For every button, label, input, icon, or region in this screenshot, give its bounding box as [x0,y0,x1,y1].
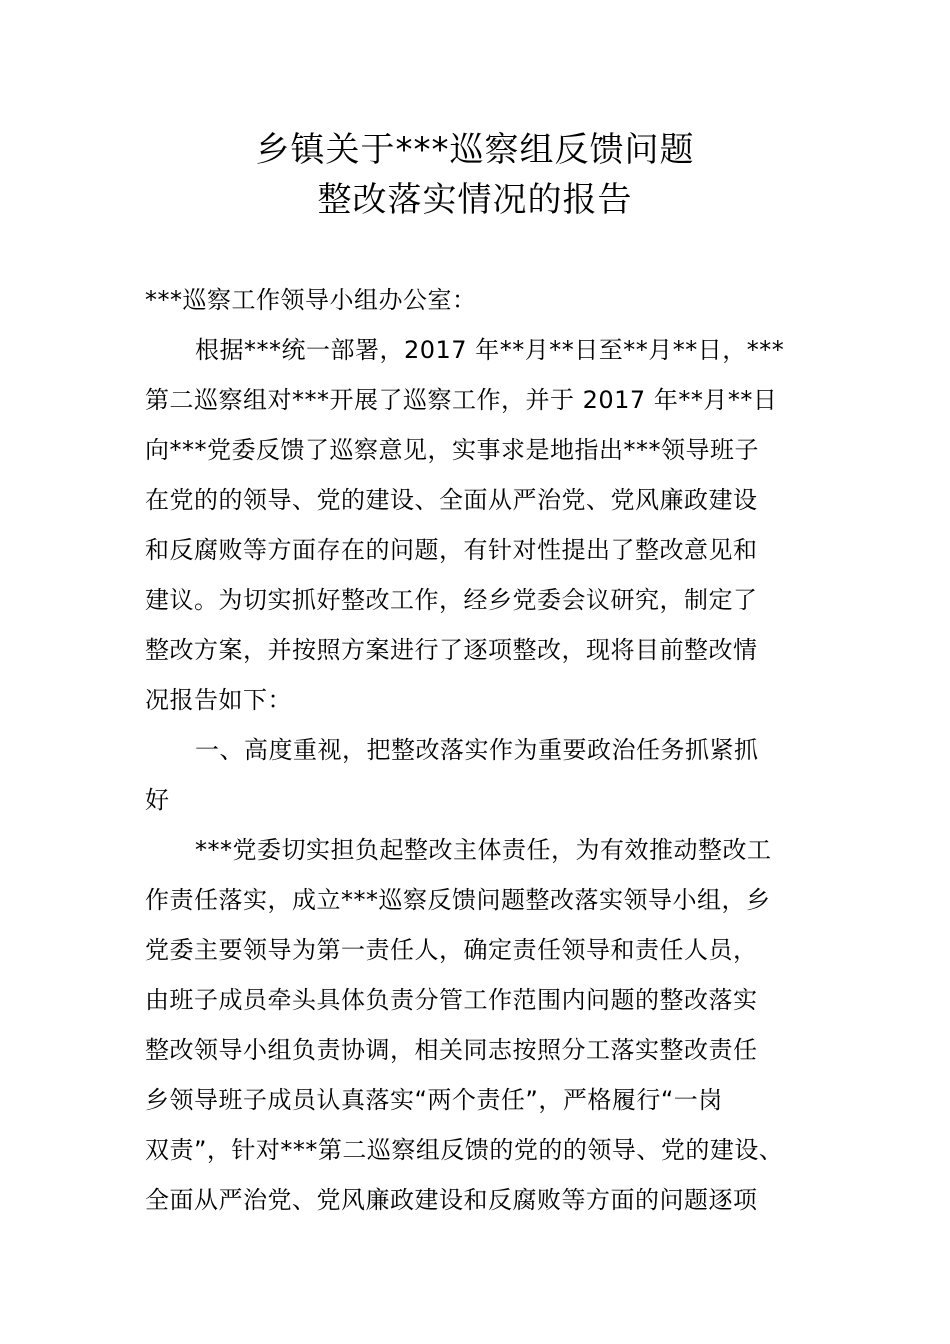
section-1-heading-line: 好 [145,786,170,814]
paragraph-2-line: 由班子成员牵头具体负责分管工作范围内问题的整改落实 [145,986,758,1014]
paragraph-1-line: 建议。为切实抓好整改工作，经乡党委会议研究，制定了 [145,586,758,614]
paragraph-2-line: ***党委切实担负起整改主体责任，为有效推动整改工 [195,836,772,864]
paragraph-1-line: 第二巡察组对***开展了巡察工作，并于 2017 年**月**日 [145,386,778,414]
paragraph-2-line: 作责任落实，成立***巡察反馈问题整改落实领导小组，乡 [145,886,771,914]
document-title-line-1: 乡镇关于***巡察组反馈问题 [255,130,695,170]
paragraph-1-line: 在党的的领导、党的建设、全面从严治党、党风廉政建设 [145,486,758,514]
paragraph-2-line: 双责”，针对***第二巡察组反馈的党的的领导、党的建设、 [145,1136,784,1164]
paragraph-1-line: 况报告如下： [145,686,292,714]
paragraph-1-line: 和反腐败等方面存在的问题，有针对性提出了整改意见和 [145,536,758,564]
paragraph-1-line: 向***党委反馈了巡察意见，实事求是地指出***领导班子 [145,436,759,464]
paragraph-1-line: 根据***统一部署，2017 年**月**日至**月**日，*** [195,336,785,364]
paragraph-2-line: 乡领导班子成员认真落实“两个责任”，严格履行“一岗 [145,1086,723,1114]
document-title-line-2: 整改落实情况的报告 [317,180,633,220]
paragraph-1-line: 整改方案，并按照方案进行了逐项整改，现将目前整改情 [145,636,758,664]
salutation: ***巡察工作领导小组办公室： [145,286,477,314]
section-1-heading-line: 一、高度重视，把整改落实作为重要政治任务抓紧抓 [195,736,759,764]
paragraph-2-line: 整改领导小组负责协调，相关同志按照分工落实整改责任 [145,1036,758,1064]
paragraph-2-line: 党委主要领导为第一责任人，确定责任领导和责任人员， [145,936,758,964]
paragraph-2-line: 全面从严治党、党风廉政建设和反腐败等方面的问题逐项 [145,1186,758,1214]
